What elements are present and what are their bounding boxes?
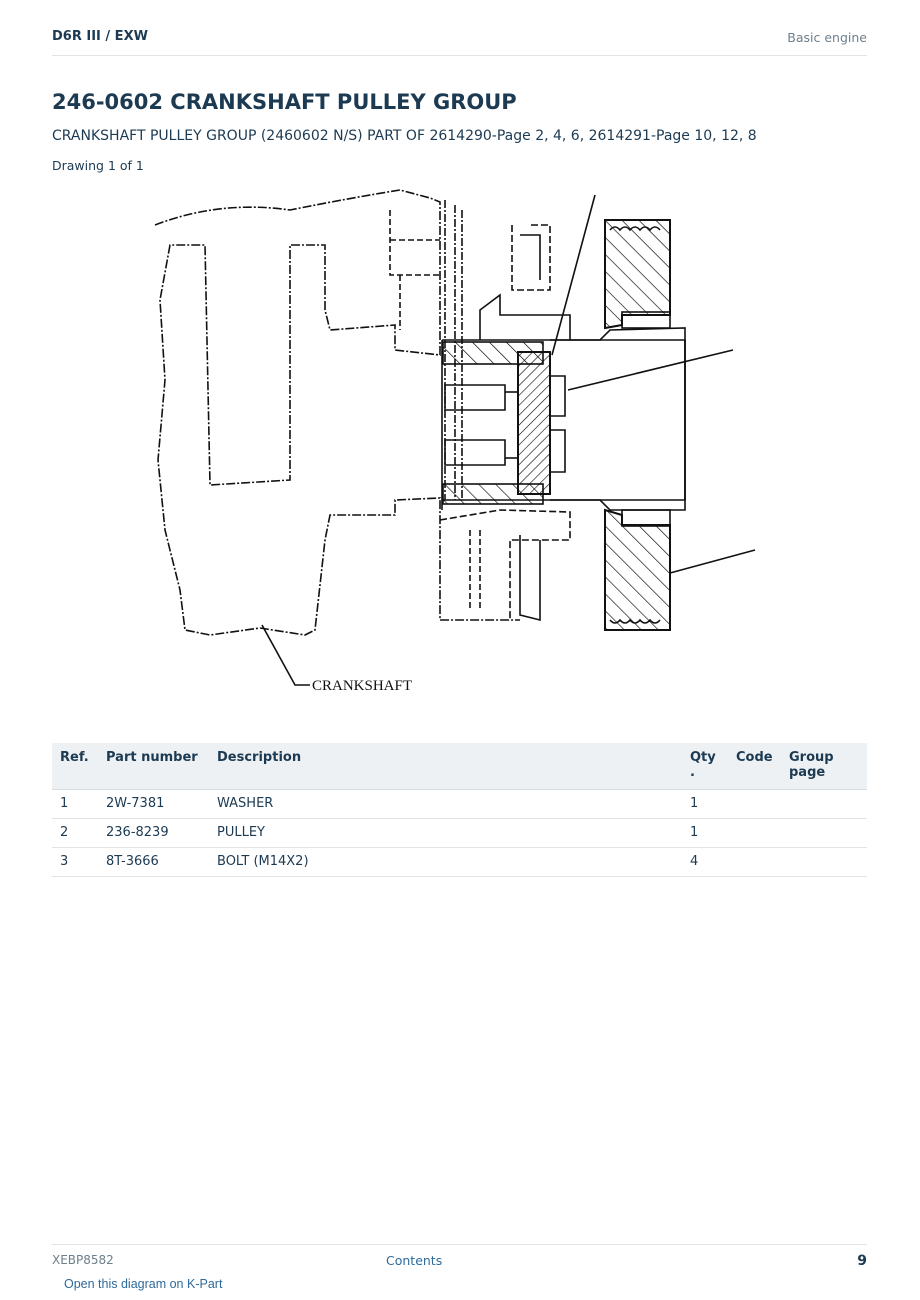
row-qty: 1 bbox=[682, 790, 728, 819]
crankshaft-callout: CRANKSHAFT bbox=[312, 678, 413, 694]
breadcrumb: D6R III / EXW bbox=[52, 29, 148, 44]
row-code bbox=[728, 819, 781, 848]
footer-divider bbox=[52, 1244, 867, 1245]
row-qty: 4 bbox=[682, 848, 728, 877]
leader-3 bbox=[670, 550, 755, 573]
table-header-row bbox=[52, 743, 867, 790]
column-header-description: Description bbox=[209, 743, 682, 790]
row-group-page bbox=[781, 790, 867, 819]
crankshaft-leader bbox=[262, 625, 310, 685]
row-ref: 3 bbox=[52, 848, 98, 877]
table-row bbox=[52, 819, 867, 848]
row-qty: 1 bbox=[682, 819, 728, 848]
parts-table bbox=[52, 743, 867, 877]
row-description: WASHER bbox=[209, 790, 682, 819]
row-group-page bbox=[781, 848, 867, 877]
row-code bbox=[728, 790, 781, 819]
table-row bbox=[52, 848, 867, 877]
crankshaft-web-outline bbox=[155, 190, 520, 635]
open-kpart-link[interactable]: Open this diagram on K-Part bbox=[64, 1277, 223, 1291]
column-header-qty: Qty . bbox=[682, 743, 728, 790]
leader-1 bbox=[552, 195, 595, 355]
row-part-number: 236-8239 bbox=[98, 819, 209, 848]
column-header-code: Code bbox=[728, 743, 781, 790]
row-description: PULLEY bbox=[209, 819, 682, 848]
crankshaft-pulley-diagram bbox=[140, 180, 780, 720]
row-group-page bbox=[781, 819, 867, 848]
row-ref: 1 bbox=[52, 790, 98, 819]
row-part-number: 2W-7381 bbox=[98, 790, 209, 819]
page-number: 9 bbox=[857, 1253, 867, 1269]
row-description: BOLT (M14X2) bbox=[209, 848, 682, 877]
table-row bbox=[52, 790, 867, 819]
leader-2 bbox=[568, 350, 733, 390]
column-header-ref: Ref. bbox=[52, 743, 98, 790]
washer bbox=[518, 352, 550, 494]
drawing-counter: Drawing 1 of 1 bbox=[52, 158, 144, 173]
page-header bbox=[52, 29, 867, 56]
contents-link[interactable]: Contents bbox=[386, 1253, 443, 1268]
row-part-number: 8T-3666 bbox=[98, 848, 209, 877]
row-code bbox=[728, 848, 781, 877]
column-header-group-page: Group page bbox=[781, 743, 867, 790]
column-header-part-number: Part number bbox=[98, 743, 209, 790]
page-subtitle: CRANKSHAFT PULLEY GROUP (2460602 N/S) PART OF 2614290-Page 2, 4, 6, 2614291-Page 10, 12, 8 bbox=[52, 128, 757, 144]
row-ref: 2 bbox=[52, 819, 98, 848]
section-name: Basic engine bbox=[787, 30, 867, 45]
page-title: 246-0602 CRANKSHAFT PULLEY GROUP bbox=[52, 90, 517, 114]
document-id: XEBP8582 bbox=[52, 1253, 114, 1267]
